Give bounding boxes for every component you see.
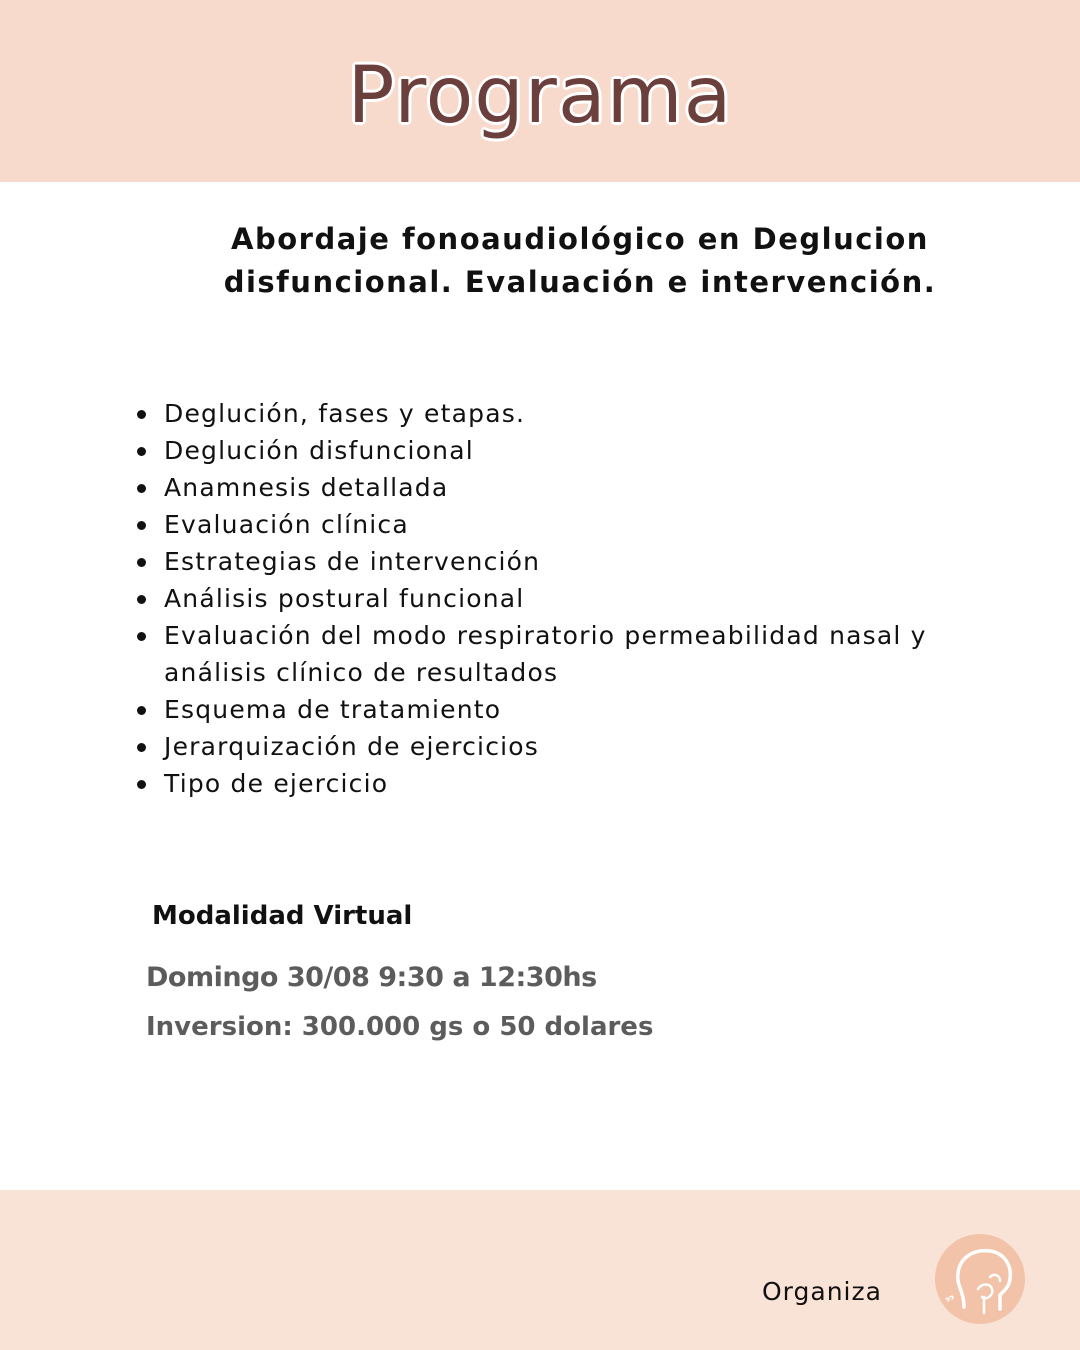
bullet-icon bbox=[137, 447, 146, 456]
topic-text: Evaluación del modo respiratorio permeabilidad nasal y análisis clínico de resultados bbox=[164, 621, 927, 687]
page-title: Programa bbox=[347, 51, 733, 141]
list-item bbox=[132, 728, 1012, 765]
list-item bbox=[132, 395, 1012, 432]
topic-text: Esquema de tratamiento bbox=[164, 695, 502, 724]
list-item bbox=[132, 469, 1012, 506]
bullet-icon bbox=[137, 595, 146, 604]
bullet-icon bbox=[137, 706, 146, 715]
bullet-icon bbox=[137, 410, 146, 419]
topic-text: Deglución, fases y etapas. bbox=[164, 399, 526, 428]
bullet-icon bbox=[137, 521, 146, 530]
bullet-icon bbox=[137, 632, 146, 641]
topics-list bbox=[132, 395, 1012, 802]
bullet-icon bbox=[137, 743, 146, 752]
bullet-icon bbox=[137, 780, 146, 789]
list-item bbox=[132, 765, 1012, 802]
price-text: Inversion: 300.000 gs o 50 dolares bbox=[146, 1012, 654, 1042]
organizer-label: Organiza bbox=[762, 1277, 882, 1306]
list-item bbox=[132, 543, 1012, 580]
topic-text: Evaluación clínica bbox=[164, 510, 409, 539]
list-item bbox=[132, 580, 1012, 617]
topic-text: Análisis postural funcional bbox=[164, 584, 525, 613]
topic-text: Tipo de ejercicio bbox=[164, 769, 389, 798]
list-item bbox=[132, 691, 1012, 728]
topic-text: Deglución disfuncional bbox=[164, 436, 474, 465]
footer-band bbox=[0, 1190, 1080, 1350]
bullet-icon bbox=[137, 558, 146, 567]
course-title: Abordaje fonoaudiológico en Deglucion disfuncional. Evaluación e intervención. bbox=[223, 222, 937, 299]
modality-label: Modalidad Virtual bbox=[152, 901, 413, 931]
topic-text: Estrategias de intervención bbox=[164, 547, 541, 576]
schedule-text: Domingo 30/08 9:30 a 12:30hs bbox=[146, 962, 597, 993]
list-item bbox=[132, 432, 1012, 469]
bullet-icon bbox=[137, 484, 146, 493]
list-item bbox=[132, 617, 1012, 691]
profile-head-logo-icon bbox=[934, 1233, 1026, 1325]
topic-text: Anamnesis detallada bbox=[164, 473, 449, 502]
topic-text: Jerarquización de ejercicios bbox=[164, 732, 540, 761]
list-item bbox=[132, 506, 1012, 543]
